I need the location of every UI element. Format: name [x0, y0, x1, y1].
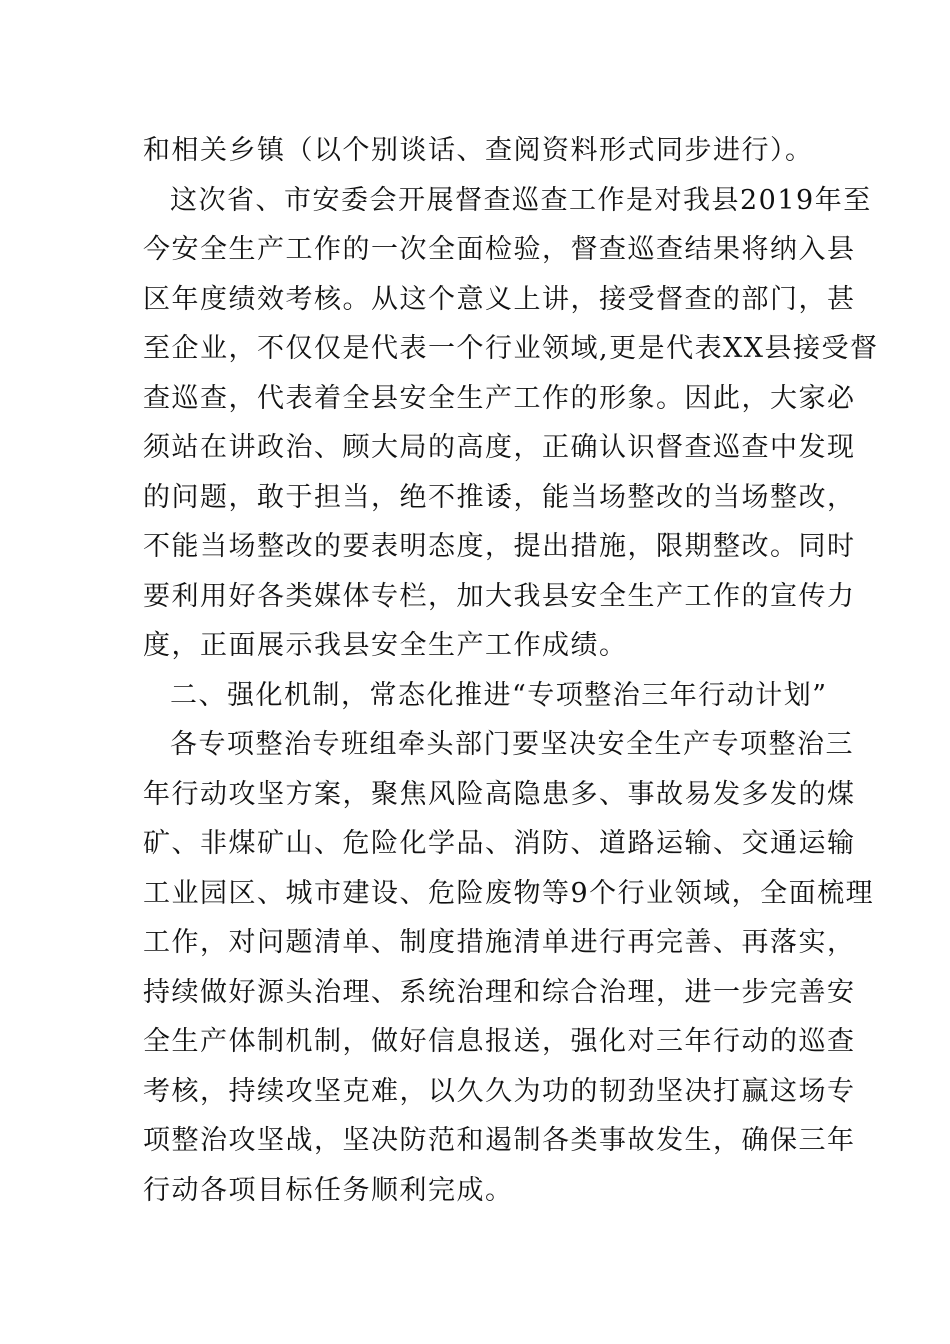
text-line: 工业园区、城市建设、危险废物等9个行业领域，全面梳理: [143, 877, 875, 909]
text-line: 持续做好源头治理、系统治理和综合治理，进一步完善安: [143, 976, 856, 1008]
paragraph-intro-continued: [143, 126, 814, 176]
text-line: 查巡查，代表着全县安全生产工作的形象。因此，大家必: [143, 382, 856, 414]
text-line: 不能当场整改的要表明态度，提出措施，限期整改。同时: [143, 531, 856, 562]
text-line: 和相关乡镇（以个别谈话、查阅资料形式同步进行）。: [143, 135, 814, 166]
paragraph-inspection-significance: [143, 176, 879, 671]
text-line: 全生产体制机制，做好信息报送，强化对三年行动的巡查: [143, 1026, 856, 1057]
text-line: 考核，持续攻坚克难，以久久为功的韧劲坚决打赢这场专: [143, 1075, 856, 1107]
text-line: 年行动攻坚方案，聚焦风险高隐患多、事故易发多发的煤: [143, 778, 856, 810]
text-line: 今安全生产工作的一次全面检验，督查巡查结果将纳入县: [143, 234, 856, 265]
document-body: [143, 126, 879, 1215]
text-line: 工作，对问题清单、制度措施清单进行再完善、再落实，: [143, 927, 856, 958]
text-line: 的问题，敢于担当，绝不推诿，能当场整改的当场整改，: [143, 481, 856, 513]
text-line: 至企业，不仅仅是代表一个行业领域,更是代表XX县接受督: [143, 333, 879, 364]
text-line: 行动各项目标任务顺利完成。: [143, 1174, 514, 1206]
text-line: 矿、非煤矿山、危险化学品、消防、道路运输、交通运输: [143, 828, 856, 859]
text-line: 各专项整治专班组牵头部门要坚决安全生产专项整治三: [170, 729, 854, 760]
section-heading: [143, 671, 828, 721]
paragraph-special-rectification: [143, 720, 875, 1215]
text-line: 项整治攻坚战，坚决防范和遏制各类事故发生，确保三年: [143, 1125, 856, 1156]
text-line: 这次省、市安委会开展督查巡查工作是对我县2019年至: [170, 184, 872, 216]
text-line: 要利用好各类媒体专栏，加大我县安全生产工作的宣传力: [143, 580, 856, 612]
text-line: 须站在讲政治、顾大局的高度，正确认识督查巡查中发现: [143, 432, 856, 463]
text-line: 度，正面展示我县安全生产工作成绩。: [143, 630, 628, 661]
text-line: 区年度绩效考核。从这个意义上讲，接受督查的部门，甚: [143, 283, 856, 315]
heading-text: 二、强化机制，常态化推进“专项整治三年行动计划”: [170, 679, 828, 711]
